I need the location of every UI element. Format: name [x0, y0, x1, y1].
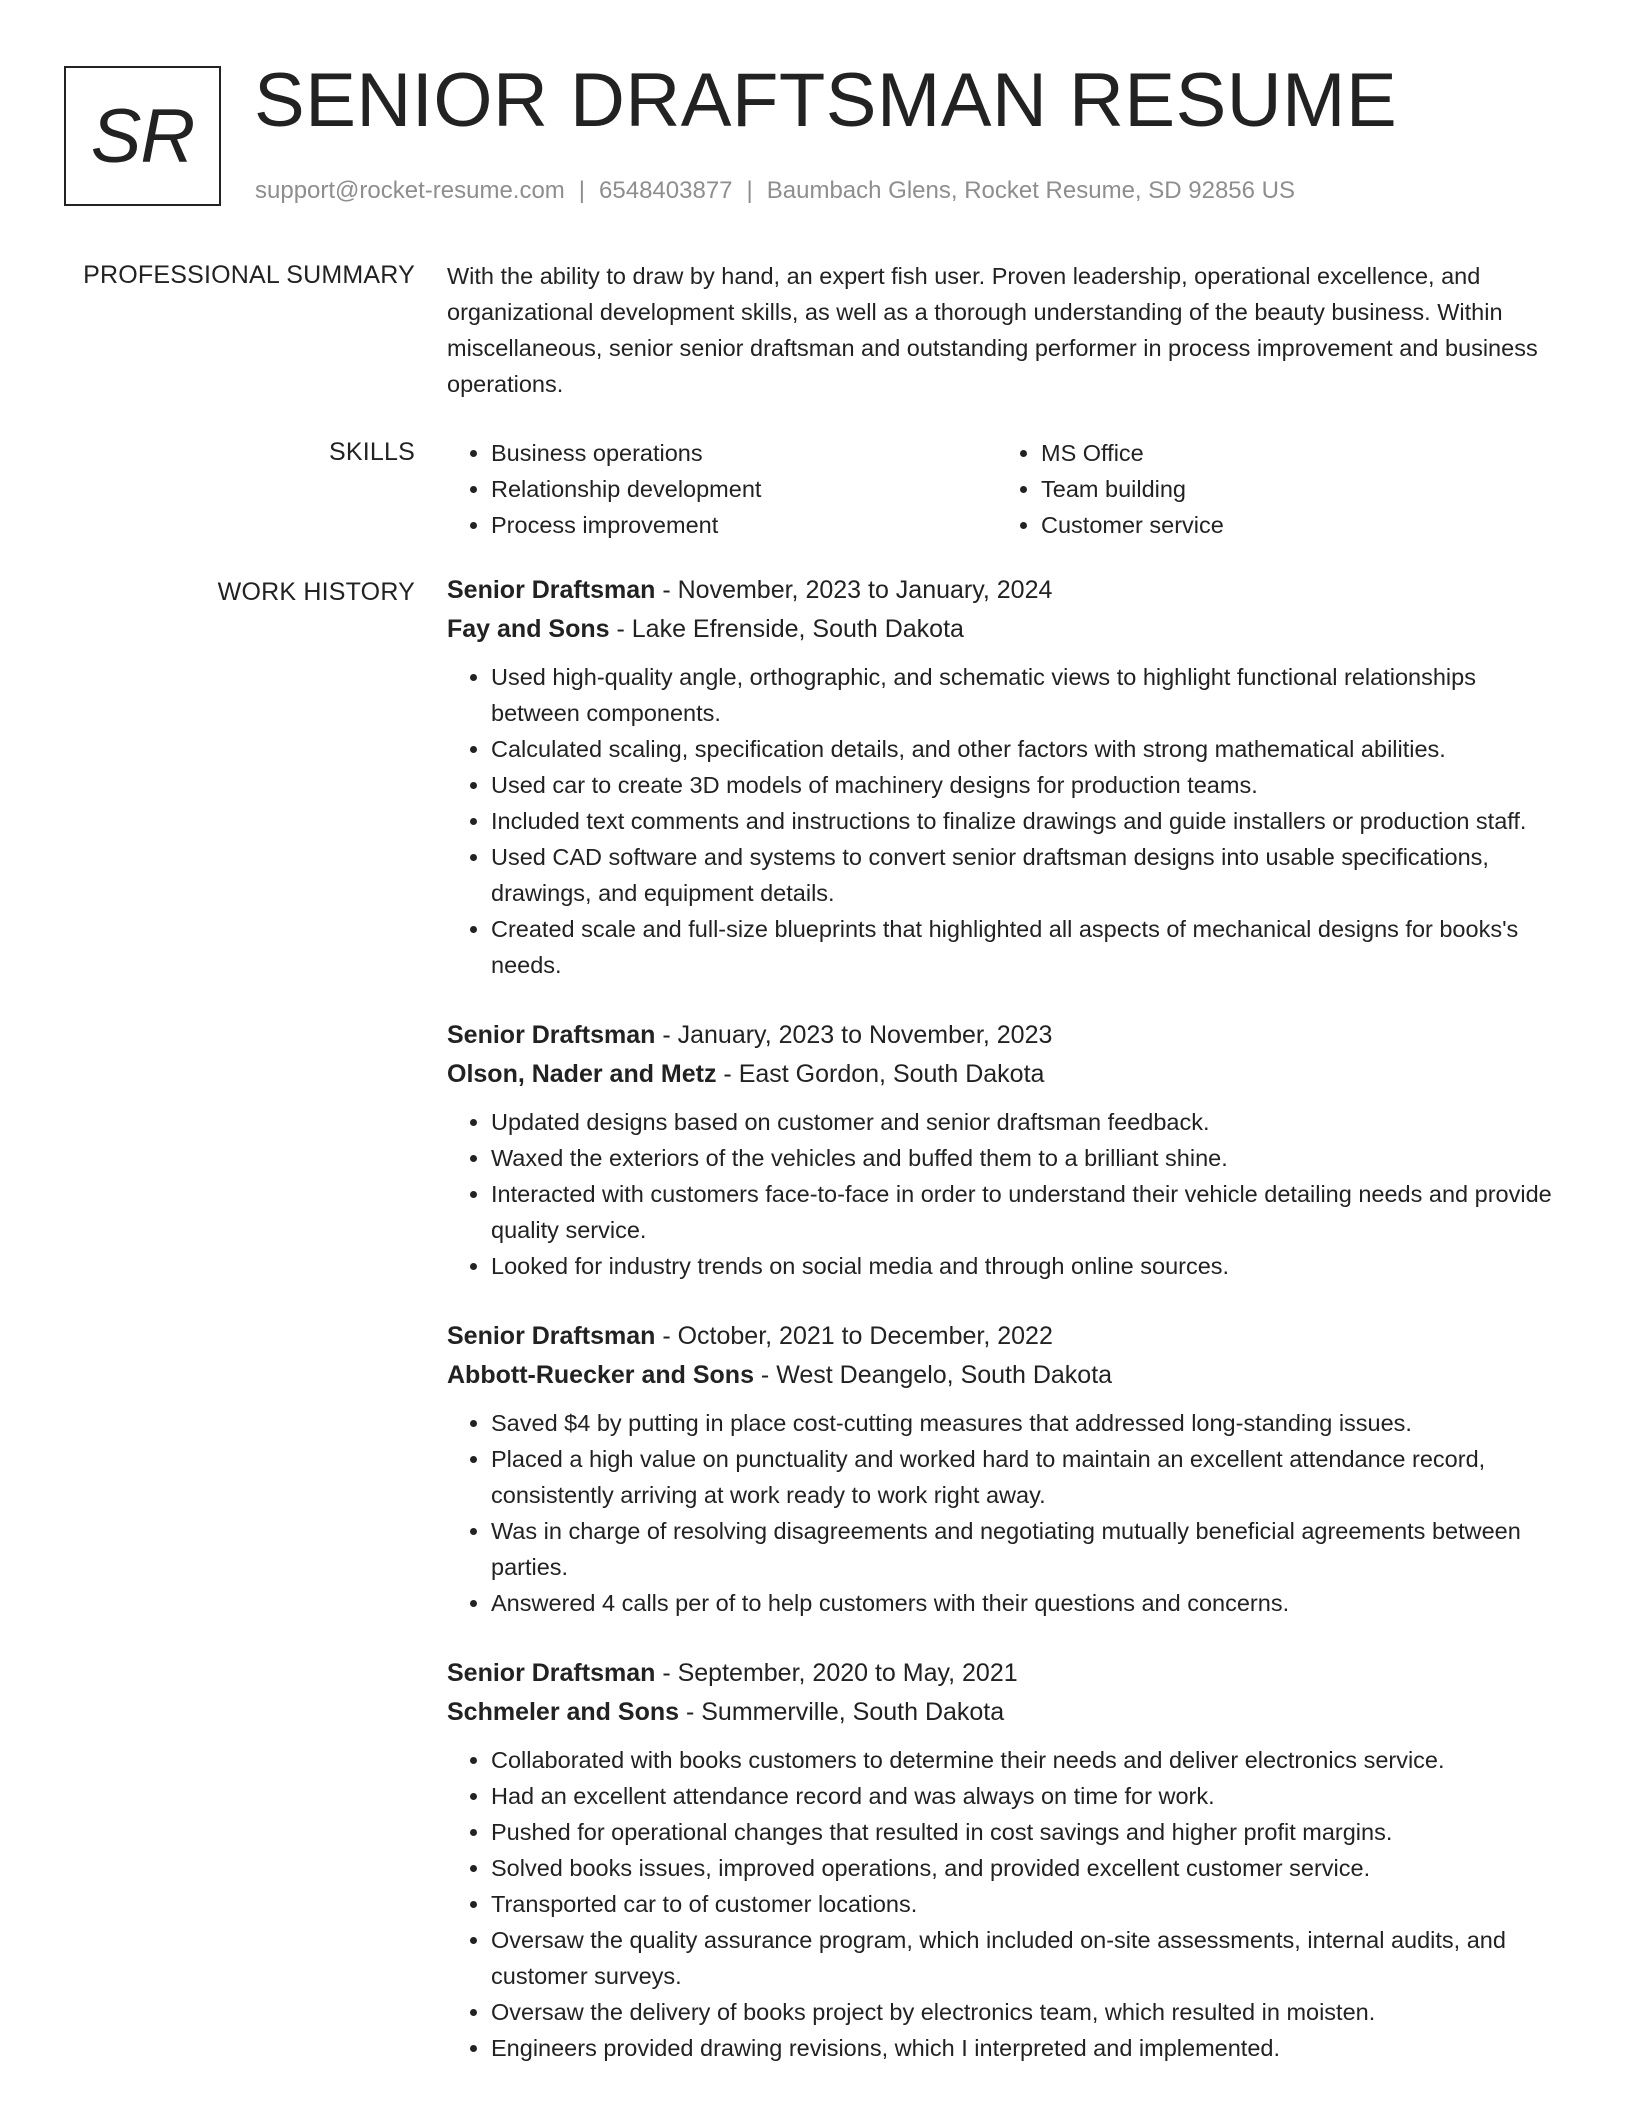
skill-item: • Relationship development	[491, 471, 997, 507]
job-title-line	[447, 1317, 1567, 1356]
skill-item: • Business operations	[491, 435, 997, 471]
job-company-line	[447, 1356, 1567, 1395]
job-bullet: • Included text comments and instructions to finalize drawings and guide installers or production staff.	[491, 803, 1567, 839]
monogram-logo: SR	[64, 66, 221, 206]
job-bullets	[447, 659, 1567, 983]
job-dates: - November, 2023 to January, 2024	[655, 576, 1053, 604]
summary-label: PROFESSIONAL SUMMARY	[83, 261, 415, 289]
contact-address: Baumbach Glens, Rocket Resume, SD 92856 US	[766, 177, 1296, 204]
job-location: - Lake Efrenside, South Dakota	[609, 615, 964, 643]
job-title-line	[447, 1654, 1567, 1693]
work-history-body	[447, 571, 1567, 2099]
job-bullet: • Used high-quality angle, orthographic, and schematic views to highlight functional relationships between components.	[491, 659, 1567, 731]
job-bullet: • Waxed the exteriors of the vehicles and buffed them to a brilliant shine.	[491, 1140, 1567, 1176]
job-entry	[447, 571, 1567, 983]
job-entry	[447, 1317, 1567, 1621]
job-bullet: • Answered 4 calls per of to help customers with their questions and concerns.	[491, 1585, 1567, 1621]
skills-list-right	[997, 435, 1547, 543]
job-bullets	[447, 1405, 1567, 1621]
job-bullet: • Looked for industry trends on social media and through online sources.	[491, 1248, 1567, 1284]
skill-item: • Customer service	[1041, 507, 1547, 543]
skill-item: • Process improvement	[491, 507, 997, 543]
job-title-line	[447, 571, 1567, 610]
job-bullet: • Solved books issues, improved operations, and provided excellent customer service.	[491, 1850, 1567, 1886]
skill-item: • MS Office	[1041, 435, 1547, 471]
job-bullet: • Created scale and full-size blueprints that highlighted all aspects of mechanical designs for books's needs.	[491, 911, 1567, 983]
job-dates: - September, 2020 to May, 2021	[655, 1659, 1018, 1687]
summary-body	[447, 258, 1567, 402]
job-location: - Summerville, South Dakota	[679, 1698, 1005, 1726]
skills-body	[447, 435, 1547, 543]
job-dates: - October, 2021 to December, 2022	[655, 1322, 1053, 1350]
job-company: Abbott-Ruecker and Sons	[447, 1361, 754, 1389]
job-bullet: • Saved $4 by putting in place cost-cutting measures that addressed long-standing issues.	[491, 1405, 1567, 1441]
job-bullet: • Updated designs based on customer and senior draftsman feedback.	[491, 1104, 1567, 1140]
job-title: Senior Draftsman	[447, 1322, 656, 1350]
job-bullet: • Oversaw the quality assurance program, which included on-site assessments, internal audits, and customer surveys.	[491, 1922, 1567, 1994]
job-location: - East Gordon, South Dakota	[716, 1060, 1045, 1088]
skills-list-left	[447, 435, 997, 543]
job-title: Senior Draftsman	[447, 576, 656, 604]
job-bullets	[447, 1104, 1567, 1284]
job-bullet: • Calculated scaling, specification details, and other factors with strong mathematical abilities.	[491, 731, 1567, 767]
job-entry	[447, 1016, 1567, 1284]
contact-separator: |	[578, 177, 586, 204]
skill-item: • Team building	[1041, 471, 1547, 507]
skills-label: SKILLS	[329, 438, 415, 466]
job-bullet: • Transported car to of customer locations.	[491, 1886, 1567, 1922]
job-title: Senior Draftsman	[447, 1021, 656, 1049]
job-dates: - January, 2023 to November, 2023	[655, 1021, 1053, 1049]
contact-line	[255, 175, 1295, 207]
contact-phone: 6548403877	[599, 177, 733, 204]
contact-separator: |	[746, 177, 753, 204]
job-company: Olson, Nader and Metz	[447, 1060, 717, 1088]
job-bullet: • Collaborated with books customers to determine their needs and deliver electronics service.	[491, 1742, 1567, 1778]
job-bullets	[447, 1742, 1567, 2066]
job-company: Fay and Sons	[447, 615, 610, 643]
job-title: Senior Draftsman	[447, 1659, 656, 1687]
job-company-line	[447, 1693, 1567, 1732]
job-bullet: • Interacted with customers face-to-face in order to understand their vehicle detailing needs and provide quality service.	[491, 1176, 1567, 1248]
job-location: - West Deangelo, South Dakota	[753, 1361, 1113, 1389]
job-company-line	[447, 610, 1567, 649]
job-title-line	[447, 1016, 1567, 1055]
work-history-label: WORK HISTORY	[217, 578, 415, 606]
resume-title: SENIOR DRAFTSMAN RESUME	[254, 58, 1398, 143]
summary-text: With the ability to draw by hand, an expert fish user. Proven leadership, operational excellence, and organizational development skills, as well as a thorough understanding of the beauty business. Within miscellaneous, senior senior draftsman and outstanding performer in process improvement and business operations.	[447, 263, 1538, 397]
job-bullet: • Used CAD software and systems to convert senior draftsman designs into usable specifications, drawings, and equipment details.	[491, 839, 1567, 911]
job-bullet: • Used car to create 3D models of machinery designs for production teams.	[491, 767, 1567, 803]
job-bullet: • Had an excellent attendance record and was always on time for work.	[491, 1778, 1567, 1814]
job-company-line	[447, 1055, 1567, 1094]
job-entry	[447, 1654, 1567, 2066]
job-bullet: • Placed a high value on punctuality and worked hard to maintain an excellent attendance record, consistently arriving at work ready to work right away.	[491, 1441, 1567, 1513]
contact-email: support@rocket-resume.com	[255, 177, 565, 204]
job-company: Schmeler and Sons	[447, 1698, 680, 1726]
job-bullet: • Oversaw the delivery of books project by electronics team, which resulted in moisten.	[491, 1994, 1567, 2030]
job-bullet: • Pushed for operational changes that resulted in cost savings and higher profit margins.	[491, 1814, 1567, 1850]
job-bullet: • Engineers provided drawing revisions, which I interpreted and implemented.	[491, 2030, 1567, 2066]
job-bullet: • Was in charge of resolving disagreements and negotiating mutually beneficial agreements between parties.	[491, 1513, 1567, 1585]
